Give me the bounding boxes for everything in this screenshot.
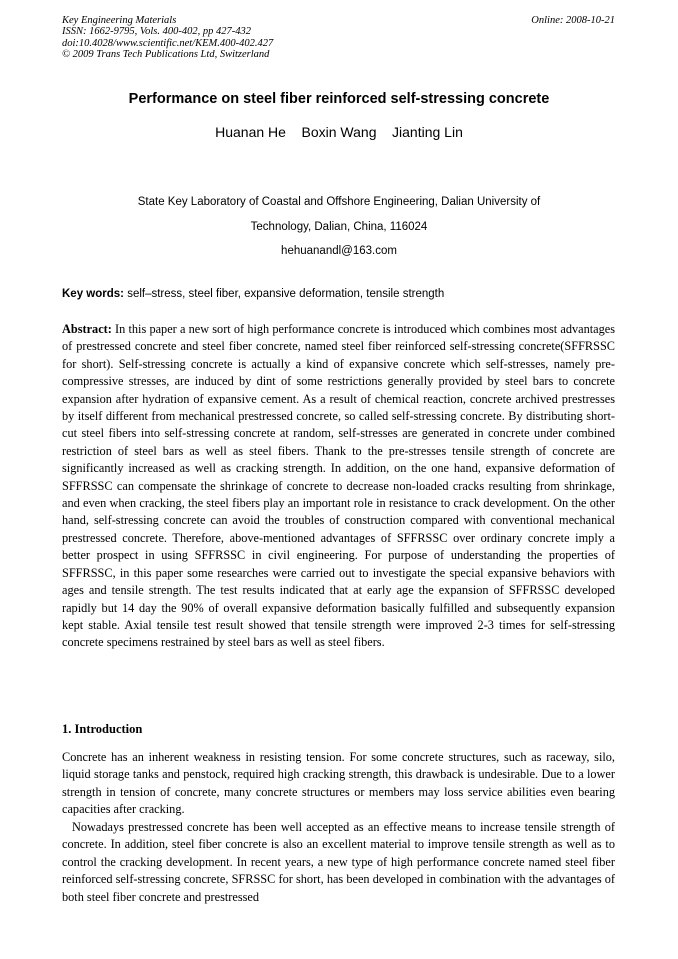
affiliation-line-1: State Key Laboratory of Coastal and Offshore Engineering, Dalian University of	[137, 196, 541, 208]
keywords-label: Key words:	[62, 288, 124, 300]
online-date: Online: 2008-10-21	[531, 15, 615, 26]
journal-name: Key Engineering Materials	[62, 15, 177, 26]
paper-title: Performance on steel fiber reinforced self-stressing concrete	[128, 91, 550, 107]
copyright-line: © 2009 Trans Tech Publications Ltd, Switzerland	[62, 48, 270, 60]
author-email: hehuanandl@163.com	[281, 245, 397, 257]
section-heading-introduction: 1. Introduction	[62, 722, 143, 736]
paper-authors: Huanan He Boxin Wang Jianting Lin	[215, 124, 463, 140]
intro-paragraph-1: Concrete has an inherent weakness in resisting tension. For some concrete structures, such as raceway, silo, liquid storage tanks and penstock, required high cracking strength, this drawback is undesirable. Due to a lower strength in tension of concrete, many concrete structures or members may loss service abilities even bearing capacities after cracking.	[62, 750, 615, 817]
keywords-text: self–stress, steel fiber, expansive deformation, tensile strength	[124, 288, 445, 300]
doi-line: doi:10.4028/www.scientific.net/KEM.400-402.427	[62, 37, 274, 49]
abstract	[62, 321, 615, 652]
affiliation-line-2: Technology, Dalian, China, 116024	[250, 221, 428, 233]
issn-line: ISSN: 1662-9795, Vols. 400-402, pp 427-432	[62, 26, 251, 38]
keywords	[62, 288, 622, 300]
journal-header	[62, 15, 273, 60]
abstract-label: Abstract:	[62, 322, 112, 336]
abstract-text: In this paper a new sort of high performance concrete is introduced which combines most advantages of prestressed concrete and steel fiber concrete, named steel fiber reinforced self-stressing concrete(SFFRSSC for short). Self-stressing concrete is actually a kind of expansive concrete which self-stresses, namely pre-compressive stresses, are induced by dint of some restrictions generally provided by steel bars to concrete expansion after hydration of expansive cement. As a result of chemical reaction, concrete archived prestresses by itself different from mechanical prestressed concrete, so called self-stressing concrete. By distributing short-cut steel fibers into self-stressing concrete at random, self-stresses are generated in concrete under combined restriction of steel bars as well as steel fibers. Thank to the pre-stresses tensile strength of concrete are significantly increased as well as cracking strength. In addition, on the one hand, expansive deformation of SFFRSSC can compensate the shrinkage of concrete to decrease non-loaded cracks resulting from shrinkage, and even when cracking, the steel fibers play an important role in resistance to crack development. On the other hand, self-stressing concrete can avoid the troubles of construction compared with conventional mechanical prestressed concrete. Therefore, above-mentioned advantages of SFFRSSC over ordinary concrete imply a better prospect in using SFFRSSC in civil engineering. For purpose of understanding the properties of SFFRSSC, in this paper some researches were carried out to investigate the special expansive behaviors with ages and tensile strength. The test results indicated that at early age the expansion of SFFRSSC developed rapidly but 14 day the 90% of overall expansive deformation basically fulfilled and subsequently expansion kept stable. Axial tensile test result showed that tensile strength were improved 2-3 times for self-stressing concrete specimens restrained by steel bars as well as steel fibers.	[62, 322, 615, 650]
intro-paragraph-2: Nowadays prestressed concrete has been well accepted as an effective means to increase tensile strength of concrete. In addition, steel fiber concrete is also an excellent material to improve tensile strength as well as to control the cracking development. In recent years, a new type of high performance concrete named steel fiber reinforced self-stressing concrete, SFRSSC for short, has been developed in combination with the advantages of both steel fiber concrete and prestressed	[62, 820, 615, 904]
